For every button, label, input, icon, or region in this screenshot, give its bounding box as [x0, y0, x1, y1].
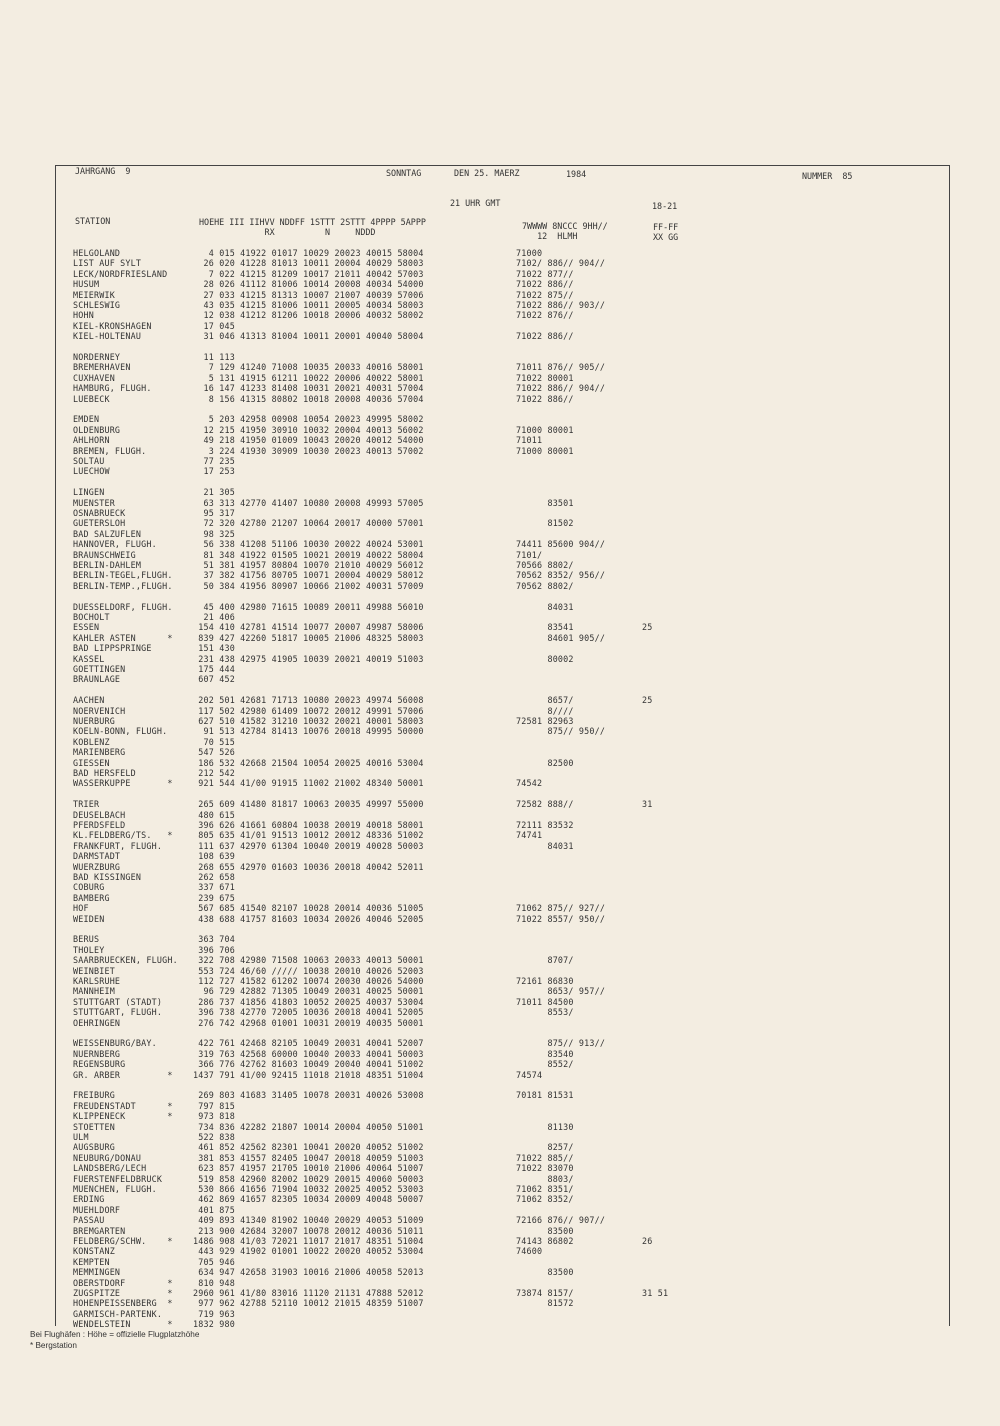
station-name: WUERZBURG: [73, 861, 121, 872]
station-name: KAHLER ASTEN *: [73, 632, 173, 643]
gust-value: 26: [642, 1236, 653, 1246]
station-data: 553 724 46/60 ///// 10038 20010 40026 52003: [193, 965, 424, 976]
station-name: NUERBURG: [73, 716, 115, 726]
station-name: GOETTINGEN: [73, 664, 126, 674]
station-name: FUERSTENFELDBRUCK: [73, 1173, 163, 1184]
table-frame: [55, 165, 950, 1326]
station-data: 519 858 42960 82002 10029 20015 40060 50003: [193, 1173, 424, 1184]
footnote-airports: Bei Flughäfen : Höhe = offizielle Flugplatzhöhe: [30, 1330, 200, 1339]
station-name: DUESSELDORF, FLUGH.: [73, 601, 173, 612]
station-name: AHLHORN: [73, 435, 110, 446]
station-name: SAARBRUECKEN, FLUGH.: [73, 955, 178, 966]
station-name: STUTTGART (STADT): [73, 996, 163, 1007]
station-name: AUGSBURG: [73, 1142, 115, 1153]
station-data: 3 224 41930 30909 10030 20023 40013 57002: [193, 445, 424, 456]
station-data: 239 675: [193, 892, 235, 903]
station-data: 461 852 42562 82301 10041 20020 40052 51002: [193, 1142, 424, 1153]
weather-groups: 83540: [516, 1048, 574, 1059]
weather-groups: 71000 80001: [516, 445, 574, 456]
weather-groups: 71011 84500: [516, 996, 574, 1007]
weather-groups: 8657/: [516, 695, 574, 706]
station-name: GUETERSLOH: [73, 518, 126, 529]
station-name: BERLIN-DAHLEM: [73, 560, 142, 570]
station-name: MEIERWIK: [73, 289, 115, 300]
station-data: 26 020 41228 81013 10011 20004 40029 58003: [193, 258, 424, 269]
station-name: WEINBIET: [73, 965, 115, 976]
station-data: 91 513 42784 81413 10076 20018 49995 50000: [193, 726, 424, 737]
weather-groups: 71022 886//: [516, 393, 574, 404]
station-data: 77 235: [193, 456, 235, 466]
station-data: 363 704: [193, 934, 235, 945]
station-data: 396 738 42770 72005 10036 20018 40041 52005: [193, 1007, 424, 1018]
station-data: 567 685 41540 82107 10028 20014 40036 51005: [193, 903, 424, 914]
weather-groups: 71022 886// 904//: [516, 383, 606, 394]
issue-number: NUMMER 85: [802, 171, 853, 181]
station-name: MUEHLDORF: [73, 1204, 121, 1215]
station-name: CUXHAVEN: [73, 372, 115, 383]
station-name: BERLIN-TEMP.,FLUGH.: [73, 580, 173, 591]
station-data: 705 946: [193, 1256, 235, 1267]
station-data: 108 639: [193, 851, 235, 862]
station-name: WENDELSTEIN *: [73, 1319, 173, 1330]
station-name: MEMMINGEN: [73, 1267, 121, 1278]
weather-groups: 74741: [516, 830, 543, 841]
station-name: THOLEY: [73, 944, 105, 955]
station-data: 268 655 42970 01603 10036 20018 40042 52011: [193, 861, 424, 872]
station-name: BRAUNLAGE: [73, 674, 121, 685]
station-data: 396 626 41661 60804 10038 20019 40018 58001: [193, 820, 424, 830]
station-data: 5 203 42958 00908 10054 20023 49995 58002: [193, 414, 424, 425]
station-name: BERUS: [73, 934, 100, 945]
weather-groups: 81572: [516, 1298, 574, 1309]
station-name: DARMSTADT: [73, 851, 121, 862]
column-header-station: STATION: [75, 216, 111, 226]
weather-groups: 8803/: [516, 1173, 574, 1184]
station-name: ESSEN: [73, 622, 100, 633]
station-name: MARIENBERG: [73, 747, 126, 758]
station-name: NUERNBERG: [73, 1048, 121, 1059]
station-name: GR. ARBER *: [73, 1069, 173, 1080]
weather-groups: 875// 913//: [516, 1038, 606, 1049]
station-name: HOHENPEISSENBERG *: [73, 1298, 173, 1309]
weather-groups: 8653/ 957//: [516, 986, 606, 997]
station-data: 547 526: [193, 747, 235, 758]
station-name: ZUGSPITZE *: [73, 1288, 173, 1298]
station-name: HANNOVER, FLUGH.: [73, 539, 157, 550]
weather-groups: 71022 80001: [516, 372, 574, 383]
weather-groups: 71022 875//: [516, 289, 574, 300]
station-data: 1437 791 41/00 92415 11018 21018 48351 51004: [193, 1069, 424, 1080]
station-data: 921 544 41/00 91915 11002 21002 48340 50001: [193, 778, 424, 789]
station-data: 231 438 42975 41905 10039 20021 40019 51003: [193, 653, 424, 664]
weather-groups: 74600: [516, 1246, 543, 1257]
weather-groups: 84031: [516, 840, 574, 851]
weather-groups: 81502: [516, 518, 574, 529]
station-name: EMDEN: [73, 414, 100, 425]
weather-groups: 71022 83070: [516, 1163, 574, 1174]
station-data: 422 761 42468 82105 10049 20031 40041 52007: [193, 1038, 424, 1049]
station-data: 16 147 41233 81408 10031 20021 40031 57004: [193, 383, 424, 394]
weather-groups: 8553/: [516, 1007, 574, 1018]
station-name: WEISSENBURG/BAY.: [73, 1038, 157, 1049]
station-name: HOHN: [73, 310, 94, 321]
station-data: 17 045: [193, 320, 235, 331]
station-name: SOLTAU: [73, 456, 105, 466]
weather-groups: 73874 8157/: [516, 1288, 574, 1298]
weather-groups: 71062 8351/: [516, 1184, 574, 1194]
station-data: 7 022 41215 81209 10017 21011 40042 57003: [193, 268, 424, 279]
station-name: WEIDEN: [73, 913, 105, 924]
station-data: 31 046 41313 81004 10011 20001 40040 58004: [193, 331, 424, 342]
weather-groups: 74143 86802: [516, 1236, 574, 1246]
weather-groups: 71022 8557/ 950//: [516, 913, 606, 924]
weather-groups: 72582 888//: [516, 799, 574, 810]
station-data: 409 893 41340 81902 10040 20029 40053 51009: [193, 1215, 424, 1226]
weather-groups: 70562 8802/: [516, 580, 574, 591]
station-name: BREMERHAVEN: [73, 362, 131, 373]
station-name: HOF: [73, 903, 89, 914]
station-name: NEUBURG/DONAU: [73, 1152, 142, 1163]
station-data: 27 033 41215 81313 10007 21007 40039 57006: [193, 289, 424, 300]
station-name: BAD KISSINGEN: [73, 872, 142, 882]
station-name: KIEL-KRONSHAGEN: [73, 320, 152, 331]
station-name: LINGEN: [73, 487, 105, 498]
weather-groups: 71022 886//: [516, 331, 574, 342]
station-name: COBURG: [73, 882, 105, 893]
station-name: OBERSTDORF *: [73, 1277, 173, 1288]
station-data: 319 763 42568 60000 10040 20033 40041 50003: [193, 1048, 424, 1059]
station-data: 276 742 42968 01001 10031 20019 40035 50001: [193, 1017, 424, 1028]
station-name: WASSERKUPPE *: [73, 778, 173, 789]
station-data: 262 658: [193, 872, 235, 882]
station-data: 977 962 42788 52110 10012 21015 48359 51007: [193, 1298, 424, 1309]
station-data: 81 348 41922 01505 10021 20019 40022 58004: [193, 549, 424, 560]
station-name: KARLSRUHE: [73, 976, 121, 986]
station-name: OSNABRUECK: [73, 508, 126, 518]
weather-groups: 74574: [516, 1069, 543, 1080]
station-data: 627 510 41582 31210 10032 20021 40001 58003: [193, 716, 424, 726]
weather-groups: 71011 876// 905//: [516, 362, 606, 373]
station-data: 175 444: [193, 664, 235, 674]
weather-groups: 71062 8352/: [516, 1194, 574, 1205]
weather-groups: 71000: [516, 248, 543, 258]
weather-groups: 70181 81531: [516, 1090, 574, 1101]
footnote-mountain-station: * Bergstation: [30, 1341, 77, 1350]
station-name: BRAUNSCHWEIG: [73, 549, 136, 560]
station-name: LIST AUF SYLT: [73, 258, 142, 269]
station-data: 4 015 41922 01017 10029 20023 40015 58004: [193, 248, 424, 258]
station-data: 734 836 42282 21807 10014 20004 40050 51001: [193, 1121, 424, 1132]
station-data: 805 635 41/01 91513 10012 20012 48336 51002: [193, 830, 424, 841]
station-name: BREMGARTEN: [73, 1225, 126, 1236]
station-data: 43 035 41215 81006 10011 20005 40034 58003: [193, 300, 424, 310]
observation-time: 21 UHR GMT: [450, 198, 501, 208]
station-data: 11 113: [193, 352, 235, 362]
station-data: 56 338 41208 51106 10030 20022 40024 53001: [193, 539, 424, 550]
station-name: BAD HERSFELD: [73, 768, 136, 778]
station-name: BAD LIPPSPRINGE: [73, 643, 152, 654]
station-data: 269 803 41683 31405 10078 20031 40026 53008: [193, 1090, 424, 1101]
station-data: 28 026 41112 81006 10014 20008 40034 54000: [193, 279, 424, 290]
station-data: 337 671: [193, 882, 235, 893]
station-data: 462 869 41657 82305 10034 20009 40048 50007: [193, 1194, 424, 1205]
weather-groups: 7102/ 886// 904//: [516, 258, 606, 269]
station-name: BOCHOLT: [73, 612, 110, 622]
station-data: 396 706: [193, 944, 235, 955]
weather-groups: 83541: [516, 622, 574, 633]
station-data: 366 776 42762 81603 10049 20040 40041 51002: [193, 1059, 424, 1070]
station-name: FRANKFURT, FLUGH.: [73, 840, 163, 851]
station-data: 973 818: [193, 1111, 235, 1122]
station-name: BERLIN-TEGEL,FLUGH.: [73, 570, 173, 581]
station-name: AACHEN: [73, 695, 105, 706]
weather-groups: 8257/: [516, 1142, 574, 1153]
station-data: 286 737 41856 41803 10052 20025 40037 53004: [193, 996, 424, 1007]
station-data: 839 427 42260 51817 10005 21006 48325 58003: [193, 632, 424, 643]
station-name: HUSUM: [73, 279, 100, 290]
station-data: 51 381 41957 80804 10070 21010 40029 56012: [193, 560, 424, 570]
station-name: KEMPTEN: [73, 1256, 110, 1267]
weather-groups: 84601 905//: [516, 632, 606, 643]
weather-groups: 71022 877//: [516, 268, 574, 279]
station-name: LECK/NORDFRIESLAND: [73, 268, 168, 279]
station-data: 21 406: [193, 612, 235, 622]
weather-groups: 71062 875// 927//: [516, 903, 606, 914]
station-data: 151 430: [193, 643, 235, 654]
station-data: 63 313 42770 41407 10080 20008 49993 57005: [193, 497, 424, 508]
station-name: STUTTGART, FLUGH.: [73, 1007, 163, 1018]
station-name: REGENSBURG: [73, 1059, 126, 1070]
station-name: SCHLESWIG: [73, 300, 121, 310]
gust-value: 25: [642, 622, 653, 633]
weather-groups: 7101/: [516, 549, 543, 560]
station-data: 522 838: [193, 1132, 235, 1142]
column-header-group3: FF-FF: [653, 222, 679, 232]
weather-groups: 74542: [516, 778, 543, 789]
station-data: 810 948: [193, 1277, 235, 1288]
weather-groups: 72166 876// 907//: [516, 1215, 606, 1226]
station-name: KASSEL: [73, 653, 105, 664]
station-data: 202 501 42681 71713 10080 20023 49974 56008: [193, 695, 424, 706]
station-data: 95 317: [193, 508, 235, 518]
station-data: 213 900 42684 32007 10078 20012 40036 51011: [193, 1225, 424, 1236]
weather-groups: 72581 82963: [516, 716, 574, 726]
station-data: 117 502 42980 61409 10072 20012 49991 57006: [193, 705, 424, 716]
station-data: 8 156 41315 80802 10018 20008 40036 57004: [193, 393, 424, 404]
station-data: 623 857 41957 21705 10010 21006 40064 51007: [193, 1163, 424, 1174]
station-data: 17 253: [193, 466, 235, 477]
station-data: 438 688 41757 81603 10034 20026 40046 52005: [193, 913, 424, 924]
station-data: 1486 908 41/03 72021 11017 21017 48351 51004: [193, 1236, 424, 1246]
station-name: ULM: [73, 1132, 89, 1142]
station-data: 45 400 42980 71615 10089 20011 49988 56010: [193, 601, 424, 612]
station-name: BAD SALZUFLEN: [73, 528, 142, 539]
station-name: OLDENBURG: [73, 424, 121, 435]
station-name: DEUSELBACH: [73, 809, 126, 820]
weather-groups: 80002: [516, 653, 574, 664]
time-range: 18-21: [652, 201, 678, 211]
station-data: 1832 980: [193, 1319, 235, 1330]
weather-groups: 8552/: [516, 1059, 574, 1070]
station-name: TRIER: [73, 799, 100, 810]
station-name: PASSAU: [73, 1215, 105, 1226]
station-name: LUEBECK: [73, 393, 110, 404]
station-name: KLIPPENECK *: [73, 1111, 173, 1122]
column-header-group1: HOEHE III IIHVV NDDFF 1STTT 2STTT 4PPPP 5APPP: [199, 217, 426, 227]
station-name: ERDING: [73, 1194, 105, 1205]
station-data: 12 215 41950 30910 10032 20004 40013 56002: [193, 424, 424, 435]
station-name: FREIBURG: [73, 1090, 115, 1101]
weather-groups: 8707/: [516, 955, 574, 966]
station-name: KOELN-BONN, FLUGH.: [73, 726, 168, 737]
station-data: 98 325: [193, 528, 235, 539]
weather-groups: 72161 86830: [516, 976, 574, 986]
station-data: 443 929 41902 01001 10022 20020 40052 53004: [193, 1246, 424, 1257]
station-data: 49 218 41950 01009 10043 20020 40012 54000: [193, 435, 424, 446]
station-data: 70 515: [193, 736, 235, 747]
weather-groups: 70562 8352/ 956//: [516, 570, 606, 581]
station-data: 12 038 41212 81206 10018 20006 40032 58002: [193, 310, 424, 321]
weather-groups: 72111 83532: [516, 820, 574, 830]
weather-groups: 83501: [516, 497, 574, 508]
weather-groups: 875// 950//: [516, 726, 606, 737]
station-data: 212 542: [193, 768, 235, 778]
weather-groups: 71022 876//: [516, 310, 574, 321]
station-data: 719 963: [193, 1308, 235, 1319]
station-name: FELDBERG/SCHW. *: [73, 1236, 173, 1246]
station-name: BAMBERG: [73, 892, 110, 903]
station-data: 2960 961 41/80 83016 11120 21131 47888 52012: [193, 1288, 424, 1298]
station-name: GARMISCH-PARTENK.: [73, 1308, 163, 1319]
station-data: 96 729 42882 71305 10049 20031 40025 50001: [193, 986, 424, 997]
weather-groups: 71011: [516, 435, 543, 446]
column-header-group1-sub: RX N NDDD: [199, 227, 376, 237]
station-name: MANNHEIM: [73, 986, 115, 997]
weather-groups: 70566 8802/: [516, 560, 574, 570]
station-name: FREUDENSTADT *: [73, 1100, 173, 1111]
gust-value: 25: [642, 695, 653, 706]
gust-value: 31: [642, 799, 653, 810]
weather-groups: 71022 885//: [516, 1152, 574, 1163]
weather-groups: 71000 80001: [516, 424, 574, 435]
weather-groups: 71022 886// 903//: [516, 300, 606, 310]
year-label: 1984: [566, 169, 587, 179]
station-name: KOBLENZ: [73, 736, 110, 747]
station-name: NORDERNEY: [73, 352, 121, 362]
weather-groups: 74411 85600 904//: [516, 539, 606, 550]
weather-groups: 82500: [516, 757, 574, 768]
station-name: LUECHOW: [73, 466, 110, 477]
station-name: HAMBURG, FLUGH.: [73, 383, 152, 394]
station-name: KL.FELDBERG/TS. *: [73, 830, 173, 841]
station-data: 530 866 41656 71904 10032 20025 40052 53003: [193, 1184, 424, 1194]
station-name: BREMEN, FLUGH.: [73, 445, 147, 456]
column-header-group3-sub: XX GG: [653, 232, 679, 242]
station-name: MUENCHEN, FLUGH.: [73, 1184, 157, 1194]
station-data: 401 875: [193, 1204, 235, 1215]
column-header-group2: 7WWWW 8NCCC 9HH//: [522, 221, 608, 231]
station-name: GIESSEN: [73, 757, 110, 768]
weather-groups: 71022 886//: [516, 279, 574, 290]
station-name: KONSTANZ: [73, 1246, 115, 1257]
station-data: 381 853 41557 82405 10047 20018 40059 51003: [193, 1152, 424, 1163]
weather-groups: 83500: [516, 1267, 574, 1278]
column-header-group2-sub: 12 HLMH: [522, 231, 578, 241]
station-data: 480 615: [193, 809, 235, 820]
station-data: 37 382 41756 80705 10071 20004 40029 58012: [193, 570, 424, 581]
date-label: DEN 25. MAERZ: [454, 168, 520, 178]
station-data: 607 452: [193, 674, 235, 685]
station-data: 112 727 41582 61202 10074 20030 40026 54000: [193, 976, 424, 986]
station-data: 154 410 42781 41514 10077 20007 49987 58006: [193, 622, 424, 633]
weather-groups: 8////: [516, 705, 574, 716]
gust-value: 31 51: [642, 1288, 669, 1298]
station-name: PFERDSFELD: [73, 820, 126, 830]
station-data: 111 637 42970 61304 10040 20019 40028 50003: [193, 840, 424, 851]
station-name: HELGOLAND: [73, 248, 121, 258]
station-name: KIEL-HOLTENAU: [73, 331, 142, 342]
station-data: 21 305: [193, 487, 235, 498]
station-data: 797 815: [193, 1100, 235, 1111]
weather-groups: 81130: [516, 1121, 574, 1132]
station-data: 72 320 42780 21207 10064 20017 40000 57001: [193, 518, 424, 529]
station-data: 265 609 41480 81817 10063 20035 49997 55000: [193, 799, 424, 810]
station-data: 634 947 42658 31903 10016 21006 40058 52013: [193, 1267, 424, 1278]
station-data: 50 384 41956 80907 10066 21002 40031 57009: [193, 580, 424, 591]
station-name: MUENSTER: [73, 497, 115, 508]
station-data: 322 708 42980 71508 10063 20033 40013 50001: [193, 955, 424, 966]
station-name: STOETTEN: [73, 1121, 115, 1132]
station-name: LANDSBERG/LECH: [73, 1163, 147, 1174]
station-name: OEHRINGEN: [73, 1017, 121, 1028]
station-name: NOERVENICH: [73, 705, 126, 716]
weather-groups: 84031: [516, 601, 574, 612]
station-data: 5 131 41915 61211 10022 20006 40022 58001: [193, 372, 424, 383]
station-data: 186 532 42668 21504 10054 20025 40016 53004: [193, 757, 424, 768]
station-data: 7 129 41240 71008 10035 20033 40016 58001: [193, 362, 424, 373]
weather-groups: 83500: [516, 1225, 574, 1236]
weekday-label: SONNTAG: [386, 168, 422, 178]
jahrgang-label: JAHRGANG 9: [75, 166, 131, 176]
